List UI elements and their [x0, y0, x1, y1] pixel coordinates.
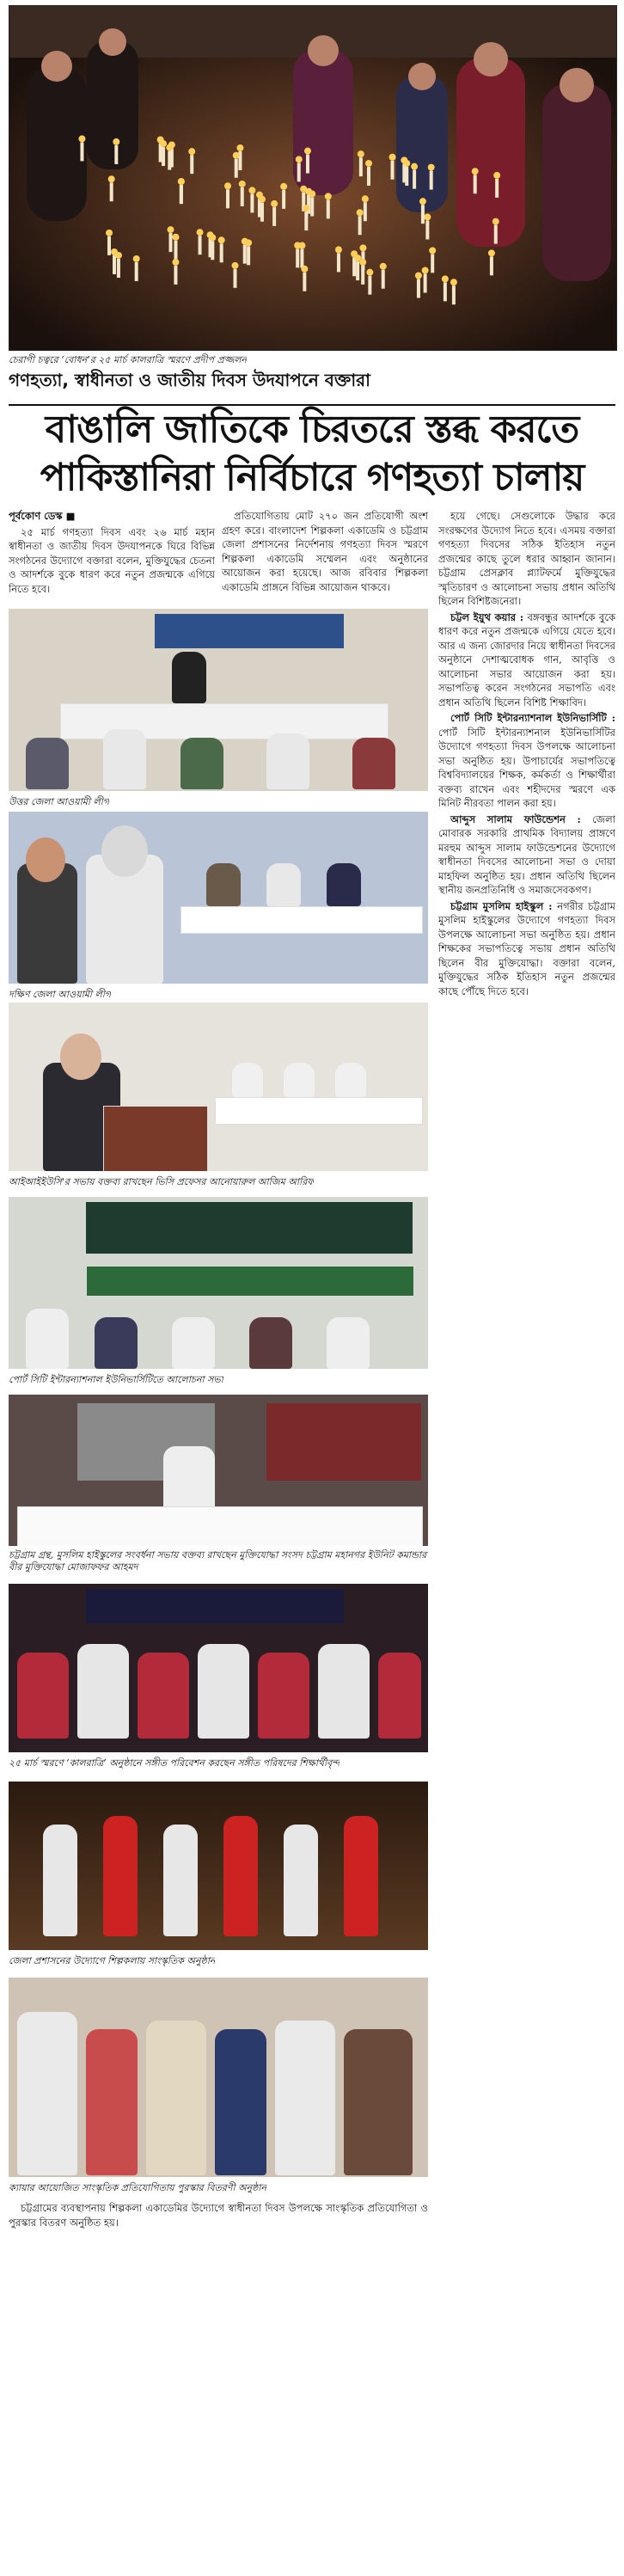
- candle-flame: [259, 196, 266, 203]
- candle: [495, 179, 499, 198]
- candle-flame: [403, 160, 410, 167]
- candle-flame: [236, 144, 243, 151]
- candle-flame: [362, 195, 369, 202]
- candle-flame: [411, 163, 418, 170]
- candle-flame: [301, 266, 308, 273]
- candle-flame: [488, 249, 495, 256]
- candle: [235, 159, 238, 178]
- candle: [364, 202, 367, 221]
- candle: [300, 249, 303, 268]
- candle-vigil-illustration: [9, 6, 616, 350]
- candle-flame: [115, 252, 122, 259]
- candle-flame: [188, 148, 195, 155]
- candle: [113, 255, 116, 274]
- candle-flame: [415, 273, 422, 279]
- right-para-0: হয়ে গেছে। সেগুলোকে উদ্ধার করে সংরক্ষণের উদ্যোগ নিতে হবে। এসময় বক্তারা গণহত্যা দিবসের সঠিক ইতিহাস নতুন প্রজন্মের কাছে তুলে ধরার আহ্বান জানান। চট্টগ্রাম প্রেসক্লাব প্ল্যাটফর্মে মুক্তিযুদ্ধের স্মৃতিচারণ ও আলোচনা সভায় প্রধান অতিথি ছিলেন বিশিষ্টজনেরা।: [438, 510, 615, 607]
- right-heading-4: চট্টগ্রাম মুসলিম হাইস্কুল :: [450, 899, 553, 912]
- candle: [241, 187, 244, 206]
- bottom-text: [9, 2201, 428, 2562]
- candle: [358, 216, 362, 235]
- candle-flame: [359, 244, 366, 251]
- photo-music-performance: [9, 1584, 428, 1752]
- candle-flame: [232, 262, 239, 269]
- candle: [367, 167, 370, 186]
- candle-flame: [493, 172, 500, 179]
- candle: [168, 233, 172, 252]
- candle-flame: [428, 164, 435, 171]
- candle-flame: [296, 156, 303, 163]
- candle: [80, 142, 83, 161]
- candle-flame: [172, 259, 179, 266]
- candle-flame: [224, 182, 231, 189]
- candle-flame: [78, 135, 85, 142]
- candle-flame: [113, 138, 119, 145]
- candle: [135, 262, 138, 281]
- candle: [162, 147, 165, 166]
- kicker: গণহত্যা, স্বাধীনতা ও জাতীয় দিবস উদযাপনে বক্তারা: [9, 370, 370, 390]
- candle: [110, 182, 113, 201]
- headline-line-2: পাকিস্তানিরা নির্বিচারে গণহত্যা চালায়: [40, 456, 584, 500]
- intro-left-text: ২৫ মার্চ গণহত্যা দিবস এবং ২৬ মার্চ মহান স্বাধীনতা ও জাতীয় দিবস উদযাপনকে ঘিরে বিভিন্ন সংগঠনের উদ্যোগে বক্তারা বলেন, মুক্তিযুদ্ধের চেতনা ও আদর্শকে বুকে ধারণ করে নতুন প্রজন্মকে এগিয়ে নিতে হবে।: [9, 525, 215, 595]
- headline-line-1: বাঙালি জাতিকে চিরতরে স্তব্ধ করতে: [45, 408, 579, 451]
- candle-flame: [160, 140, 167, 147]
- candle: [199, 236, 202, 255]
- candle-flame: [389, 154, 396, 161]
- candle: [359, 157, 363, 176]
- caption-5: চট্টগ্রাম গ্রন্থ, মুসলিম হাইস্কুলের সংবর্ধনা সভায় বক্তব্য রাখছেন মুক্তিযোদ্ধা সংসদ চট্টগ্রাম মহানগর ইউনিট কমান্ডার বীর মুক্তিযোদ্ধা মোজাফফর আহমদ: [9, 1549, 427, 1573]
- candle: [282, 190, 285, 209]
- candle: [303, 273, 306, 291]
- candle-flame: [248, 187, 255, 193]
- candle-flame: [357, 209, 364, 216]
- candle: [361, 266, 364, 285]
- caption-6: ২৫ মার্চ স্মরণে ‘কালরাত্রি’ অনুষ্ঠানে সঙ্গীত পরিবেশন করছেন সঙ্গীত পরিষদের শিক্ষার্থীবৃন্দ: [9, 1757, 340, 1769]
- candle-flame: [429, 247, 436, 254]
- photo-banner: [155, 614, 344, 648]
- candle: [337, 253, 340, 272]
- candle: [368, 276, 371, 295]
- candle: [405, 167, 408, 186]
- candle: [243, 245, 247, 264]
- candle: [234, 269, 237, 288]
- candle-flame: [239, 181, 246, 187]
- candle: [174, 241, 177, 260]
- headline: [9, 404, 615, 502]
- candle-flame: [133, 255, 140, 262]
- candle: [356, 261, 359, 280]
- candle-flame: [358, 150, 364, 157]
- candle-flame: [178, 178, 185, 185]
- candle: [297, 163, 301, 181]
- candle: [306, 155, 309, 174]
- candle: [417, 279, 420, 298]
- candle: [174, 266, 177, 285]
- intro-mid-column: [222, 509, 428, 596]
- candle-flame: [325, 193, 332, 199]
- candle: [382, 270, 385, 289]
- candle-flame: [108, 175, 115, 182]
- caption-8: ক্যায়ার আয়োজিত সাংস্কৃতিক প্রতিযোগিতায় পুরস্কার বিতরণী অনুষ্ঠান: [9, 2182, 267, 2193]
- intro-mid-text: প্রতিযোগিতায় মোট ২৭০ জন প্রতিযোগী অংশ গ্রহণ করে। বাংলাদেশ শিল্পকলা একাডেমি ও চট্টগ্রাম জেলা প্রশাসনের নির্দেশনায় গণহত্যা দিবস স্মরণে শিল্পকলা একাডেমি সম্মেলন এবং অনুষ্ঠানের আয়োজন করা হয়েছে। আজ রবিবার শিল্পকলা একাডেমি প্রাঙ্গনে বিভিন্ন আয়োজন থাকবে।: [222, 510, 428, 593]
- candle-flame: [450, 279, 457, 285]
- right-para-4: নগরীর চট্টগ্রাম মুসলিম হাইস্কুলের উদ্যোগে গণহত্যা দিবস উপলক্ষে আলোচনা সভা অনুষ্ঠিত হয়। প্রধান শিক্ষকের সভাপতিত্বে সভায় প্রধান অতিথি ছিলেন বীর মুক্তিযোদ্ধা। বক্তারা বলেন, মুক্তিযুদ্ধের সঠিক ইতিহাস নতুন প্রজন্মের কাছে পৌঁছে দিতে হবে।: [438, 899, 615, 997]
- candle-flame: [472, 168, 479, 175]
- candle: [226, 189, 229, 208]
- candle: [310, 197, 314, 216]
- candle-flame: [303, 205, 309, 212]
- candle-flame: [335, 246, 342, 253]
- photo-iiuc-speech: [9, 1003, 428, 1171]
- byline: পূর্বকোণ ডেস্ক ■: [9, 510, 76, 522]
- photo-banner-2: [86, 1202, 413, 1254]
- candle: [421, 205, 425, 224]
- candle: [425, 220, 429, 239]
- candle-flame: [209, 234, 216, 241]
- candle-flame: [106, 230, 113, 236]
- candle: [327, 199, 330, 218]
- candle: [250, 193, 254, 212]
- candle-flame: [380, 263, 387, 270]
- candle: [190, 155, 193, 174]
- bottom-text-para: চট্টগ্রামের ব্যবস্থাপনায় শিল্পকলা একাডেমির উদ্যোগে স্বাধীনতা দিবস উপলক্ষে সাংস্কৃতিক প্রতিযোগিতা ও পুরস্কার বিতরণ অনুষ্ঠিত হয়।: [9, 2202, 428, 2229]
- candle: [431, 254, 434, 273]
- right-heading-3: আব্দুস সালাম ফাউন্ডেশন :: [450, 813, 581, 825]
- candle: [424, 274, 427, 293]
- photo-north-awami-league: [9, 609, 428, 791]
- candle: [260, 203, 264, 222]
- right-para-3: জেলা মোবারক সরকারি প্রাথমিক বিদ্যালয় প্রাঙ্গণে মরহুম আব্দুস সালাম ফাউন্ডেশনের উদ্যোগে স্বাধীনতা দিবসের আলোচনা সভা ও দোয়া মাহফিল অনুষ্ঠিত হয়। প্রধান অতিথি ছিলেন স্থানীয় জনপ্রতিনিধি ও সমাজসেবকগণ।: [438, 813, 615, 896]
- candle-flame: [419, 198, 426, 205]
- candle-flame: [422, 267, 429, 274]
- candle: [296, 248, 299, 267]
- hero-candle-photo: [9, 5, 617, 351]
- candle-flame: [271, 200, 278, 207]
- right-heading-1: চট্টল ইয়ুথ কয়ার :: [450, 610, 524, 623]
- candle-flame: [359, 259, 366, 266]
- candle-flame: [280, 183, 287, 190]
- candle-flame: [166, 144, 173, 151]
- candle: [490, 256, 493, 275]
- candle-flame: [172, 234, 179, 241]
- candle: [107, 236, 111, 255]
- candle: [391, 161, 395, 180]
- candle: [114, 145, 118, 164]
- candle-flame: [492, 218, 499, 225]
- right-heading-2: পোর্ট সিটি ইন্টারন্যাশনাল ইউনিভার্সিটি :: [450, 712, 615, 724]
- photo-prize-distribution: [9, 1978, 428, 2177]
- candle: [474, 175, 477, 193]
- photo-muslim-highschool: [9, 1395, 428, 1546]
- candle-flame: [442, 275, 449, 282]
- right-para-1: বঙ্গবন্ধুর আদর্শকে বুকে ধারণ করে নতুন প্রজন্মকে এগিয়ে যেতে হবে। আর এ জন্য জোরদার নিয়ে স্বাধীনতা দিবসের অনুষ্ঠানে দেশাত্মবোধক গান, আবৃত্তি ও আলোচনা সভার আয়োজন করা হয়। সভাপতিত্ব করেন সংগঠনের সভাপতি এবং প্রধান অতিথি ছিলেন বিশিষ্ট শিক্ষাবিদ।: [438, 610, 615, 708]
- candle-flame: [218, 236, 225, 243]
- candle-flame: [366, 269, 373, 276]
- caption-2: দক্ষিণ জেলা আওয়ামী লীগ: [9, 989, 112, 1000]
- intro-left-column: [9, 509, 215, 598]
- candle: [272, 207, 276, 226]
- right-para-2: পোর্ট সিটি ইন্টারন্যাশনাল ইউনিভার্সিটির উদ্যোগে গণহত্যা দিবস উপলক্ষে আলোচনা সভা অনুষ্ঠিত হয়। উপাচার্যের সভাপতিত্বে বিশ্ববিদ্যালয়ের শিক্ষক, কর্মকর্তা ও শিক্ষার্থীরা বক্তব্য রাখেন এবং শহীদদের স্মরণে এক মিনিট নীরবতা পালন করা হয়।: [438, 726, 615, 809]
- candle: [220, 243, 223, 262]
- candle-flame: [167, 226, 174, 233]
- candle: [494, 225, 498, 244]
- candle-flame: [233, 152, 240, 159]
- candle: [117, 259, 120, 278]
- candle-flame: [304, 148, 311, 155]
- candle-flame: [424, 213, 431, 220]
- candle: [211, 241, 214, 260]
- caption-7: জেলা প্রশাসনের উদ্যোগে শিল্পকলায় সাংস্কৃতিক অনুষ্ঠান: [9, 1955, 216, 1966]
- candle: [444, 282, 447, 301]
- candle: [430, 171, 433, 190]
- candle-flame: [309, 190, 315, 197]
- candle: [304, 212, 308, 230]
- candle: [413, 170, 416, 189]
- candle-flame: [245, 239, 252, 246]
- candle-flame: [365, 160, 372, 167]
- caption-4: পোর্ট সিটি ইন্টারন্যাশনাল ইউনিভার্সিটিতে আলোচনা সভা: [9, 1374, 223, 1385]
- right-text-column: [438, 509, 615, 2555]
- candle-flame: [294, 242, 301, 248]
- photo-port-city-university: [9, 1197, 428, 1369]
- caption-3: আইআইইউসি'র সভায় বক্তব্য রাখছেন ভিসি প্রফেসর আনোয়ারুল আজিম আরিফ: [9, 1176, 315, 1187]
- candle: [452, 285, 456, 304]
- candle: [247, 246, 250, 265]
- candle: [180, 185, 183, 204]
- hero-caption: চেরাগী চত্বরে ‘বোধন’র ২৫ মার্চ কালরাত্রি স্মরণে প্রদীপ প্রজ্জলন: [9, 354, 248, 365]
- candle: [168, 151, 171, 170]
- photo-dance-program: [9, 1782, 428, 1950]
- candle-flame: [197, 229, 204, 236]
- caption-1: উত্তর জেলা আওয়ামী লীগ: [9, 796, 110, 807]
- photo-south-awami-league: [9, 812, 428, 984]
